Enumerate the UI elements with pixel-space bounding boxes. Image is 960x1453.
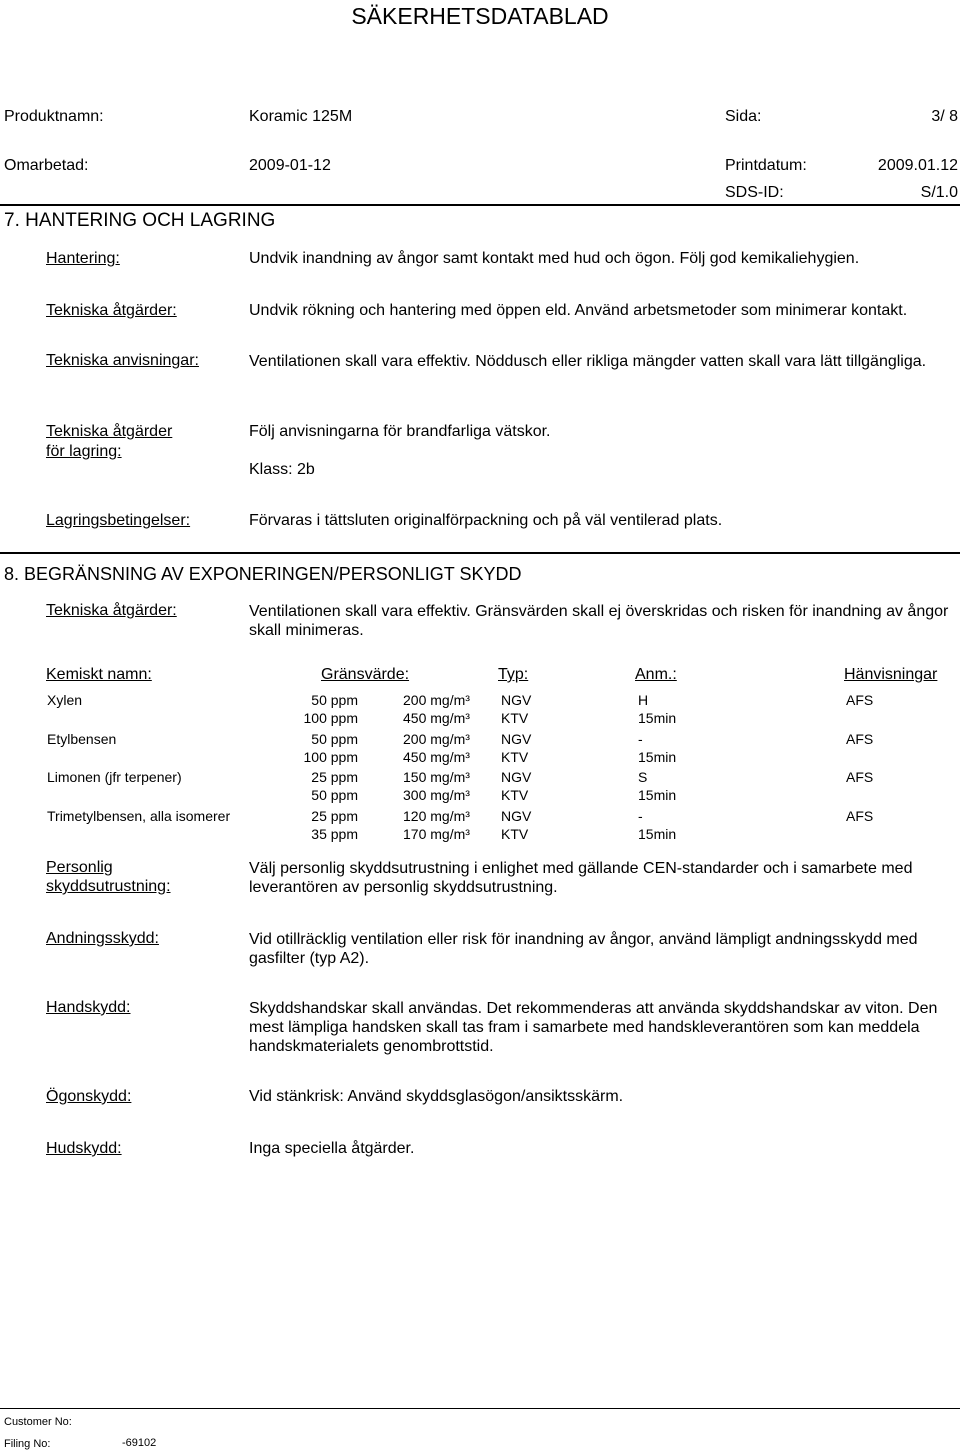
limit-note: H	[638, 692, 649, 708]
limit-ppm: 100 ppm	[303, 710, 358, 726]
limit-mg: 300 mg/m³	[403, 787, 470, 803]
header-divider	[0, 204, 960, 206]
filing-no-label: Filing No:	[4, 1438, 51, 1450]
storage-class-text: Klass: 2b	[249, 461, 315, 478]
respiratory-protection-label: Andningsskydd:	[46, 930, 159, 947]
limit-reference: AFS	[846, 731, 874, 747]
limit-reference: AFS	[846, 769, 874, 785]
technical-measures-text: Undvik rökning och hantering med öppen eld. Använd arbetsmetoder som minimerar kontakt.	[249, 302, 908, 319]
customer-no-label: Customer No:	[4, 1416, 72, 1428]
storage-measures-text: Följ anvisningarna för brandfarliga vätskor.	[249, 423, 551, 440]
sds-id-label: SDS-ID:	[725, 184, 784, 201]
limit-type: NGV	[501, 808, 532, 824]
section-8-tech-text: Ventilationen skall vara effektiv. Gränsvärden skall ej överskridas och risken för inandning av ångor skall minimeras.	[249, 603, 949, 639]
limit-mg: 170 mg/m³	[403, 826, 470, 842]
handling-label: Hantering:	[46, 250, 120, 267]
chemical-name: Trimetylbensen, alla isomerer	[47, 808, 231, 824]
limit-reference: AFS	[846, 808, 874, 824]
ppe-text: Välj personlig skyddsutrustning i enlighet med gällande CEN-standarder och i samarbete med leverantören av personlig skyddsutrustning.	[249, 860, 913, 896]
eye-protection-text: Vid stänkrisk: Använd skyddsglasögon/ansiktsskärm.	[249, 1088, 624, 1105]
storage-conditions-label: Lagringsbetingelser:	[46, 512, 191, 529]
limit-type: NGV	[501, 769, 532, 785]
sds-id-value: S/1.0	[920, 184, 958, 201]
col-header-references: Hänvisningar	[844, 666, 938, 683]
technical-instructions-label: Tekniska anvisningar:	[46, 352, 199, 369]
filing-no-value: -69102	[122, 1437, 157, 1449]
section-7-heading: 7. HANTERING OCH LAGRING	[4, 210, 276, 231]
col-header-limit-value: Gränsvärde:	[321, 666, 410, 683]
limit-note: -	[638, 731, 643, 747]
limit-type: KTV	[501, 749, 529, 765]
page-label: Sida:	[725, 108, 762, 125]
limit-mg: 150 mg/m³	[403, 769, 470, 785]
limit-ppm: 35 ppm	[311, 826, 358, 842]
skin-protection-text: Inga speciella åtgärder.	[249, 1140, 415, 1157]
limit-note: 15min	[638, 826, 677, 842]
chemical-name: Xylen	[47, 692, 83, 708]
ppe-label-line2: skyddsutrustning:	[46, 878, 171, 895]
chemical-name: Etylbensen	[47, 731, 117, 747]
limit-mg: 450 mg/m³	[403, 749, 470, 765]
limit-ppm: 25 ppm	[311, 769, 358, 785]
limit-note: 15min	[638, 710, 677, 726]
revised-value: 2009-01-12	[249, 157, 331, 174]
limit-type: KTV	[501, 826, 529, 842]
storage-measures-label-line2: för lagring:	[46, 443, 122, 460]
technical-measures-label: Tekniska åtgärder:	[46, 302, 177, 319]
limit-note: S	[638, 769, 648, 785]
print-date-value: 2009.01.12	[877, 157, 958, 174]
section-divider	[0, 552, 960, 554]
limit-reference: AFS	[846, 692, 874, 708]
limit-type: KTV	[501, 787, 529, 803]
limit-note: 15min	[638, 787, 677, 803]
handling-text: Undvik inandning av ångor samt kontakt med hud och ögon. Följ god kemikaliehygien.	[249, 250, 860, 267]
technical-instructions-text: Ventilationen skall vara effektiv. Nöddusch eller rikliga mängder vatten skall vara lätt tillgängliga.	[249, 353, 927, 370]
ppe-label-line1: Personlig	[46, 859, 113, 876]
document-title: SÄKERHETSDATABLAD	[351, 3, 609, 29]
col-header-type: Typ:	[498, 666, 529, 683]
limit-mg: 200 mg/m³	[403, 692, 470, 708]
storage-conditions-text: Förvaras i tättsluten originalförpackning och på väl ventilerad plats.	[249, 512, 723, 529]
eye-protection-label: Ögonskydd:	[46, 1088, 132, 1105]
col-header-note: Anm.:	[635, 666, 677, 683]
limit-type: NGV	[501, 692, 532, 708]
page-value: 3/ 8	[931, 108, 958, 125]
hand-protection-text: Skyddshandskar skall användas. Det rekommenderas att använda skyddshandskar av viton. Den mest lämpliga handsken skall tas fram i samarbete med handskleverantören som kan meddela handskmaterialets genombrottstid.	[249, 1000, 938, 1055]
chemical-name: Limonen (jfr terpener)	[47, 769, 182, 785]
limit-ppm: 50 ppm	[311, 787, 358, 803]
limit-note: -	[638, 808, 643, 824]
col-header-chemical-name: Kemiskt namn:	[46, 666, 152, 683]
hand-protection-label: Handskydd:	[46, 999, 131, 1016]
storage-measures-label-line1: Tekniska åtgärder	[46, 423, 173, 440]
limit-mg: 450 mg/m³	[403, 710, 470, 726]
product-label: Produktnamn:	[4, 108, 104, 125]
revised-label: Omarbetad:	[4, 157, 89, 174]
section-8-tech-label: Tekniska åtgärder:	[46, 602, 177, 619]
limit-type: NGV	[501, 731, 532, 747]
limit-mg: 120 mg/m³	[403, 808, 470, 824]
section-8-heading: 8. BEGRÄNSNING AV EXPONERINGEN/PERSONLIGT SKYDD	[4, 564, 522, 584]
limit-type: KTV	[501, 710, 529, 726]
limit-ppm: 50 ppm	[311, 731, 358, 747]
skin-protection-label: Hudskydd:	[46, 1140, 122, 1157]
footer-divider	[0, 1408, 960, 1409]
respiratory-protection-text: Vid otillräcklig ventilation eller risk för inandning av ångor, använd lämpligt andningsskydd med gasfilter (typ A2).	[249, 931, 918, 967]
limit-ppm: 50 ppm	[311, 692, 358, 708]
limit-ppm: 100 ppm	[303, 749, 358, 765]
limit-mg: 200 mg/m³	[403, 731, 470, 747]
product-value: Koramic 125M	[249, 108, 353, 125]
print-date-label: Printdatum:	[725, 157, 807, 174]
limit-ppm: 25 ppm	[311, 808, 358, 824]
limit-note: 15min	[638, 749, 677, 765]
